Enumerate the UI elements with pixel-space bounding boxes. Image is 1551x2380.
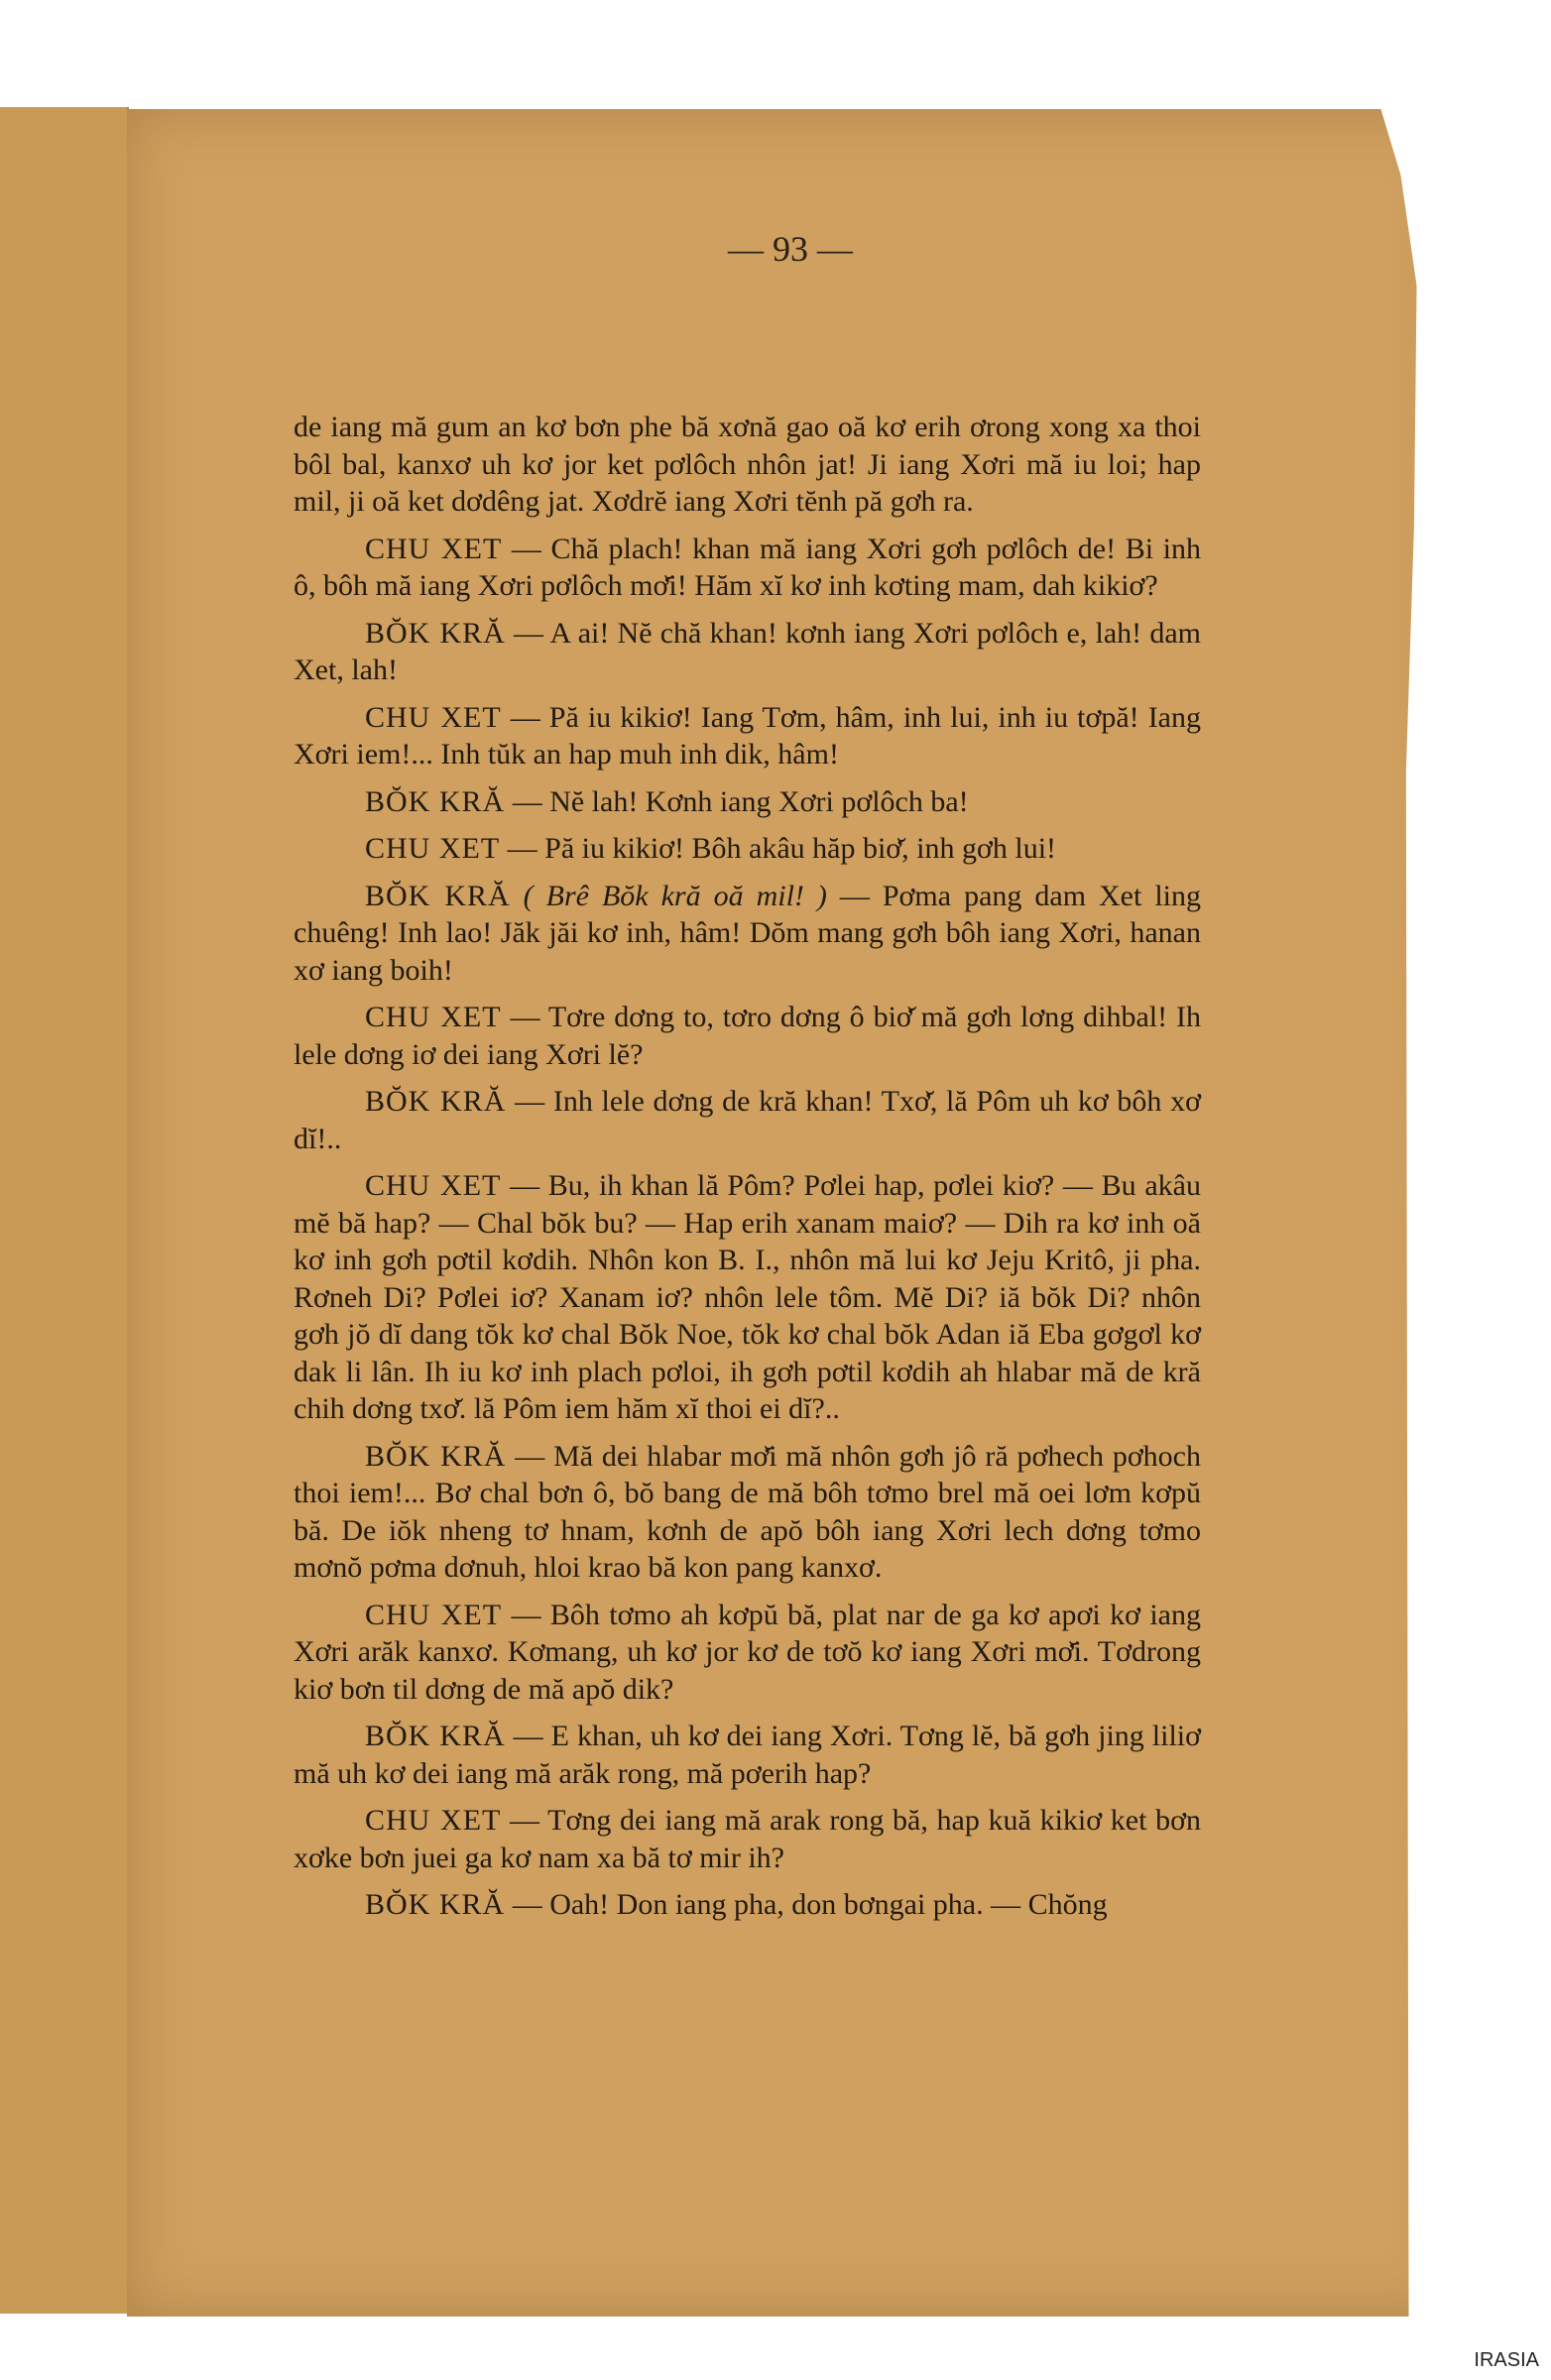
stage-direction: ( Brê Bŏk kră oă mil! )	[523, 879, 827, 912]
speaker-name: CHU XET	[365, 832, 501, 865]
paragraph-11: BŎK KRĂ — Mă dei hlabar mơ̆i mă nhôn gơh jô ră pơhech pơhoch thoi iem!... Bơ chal bơn ô, bŏ bang de mă bôh tơmo brel mă oei lơm kơpŭ bă. De iŏk nheng tơ hnam, kơnh de apŏ bôh iang Xơri lech dơng tơmo mơnŏ pơma dơnuh, hloi krao bă kon pang kanxơ.	[294, 1439, 1201, 1584]
speaker-name: CHU XET	[365, 700, 502, 734]
paragraph-1: de iang mă gum an kơ bơn phe bă xơnă gao oă kơ erih ơrong xong xa thoi bôl bal, kanxơ uh kơ jor ket pơlôch nhôn jat! Ji iang Xơri mă iu loi; hap mil, ji oă ket dơdêng jat. Xơdrĕ iang Xơri tĕnh pă gơh ra.	[294, 411, 1201, 518]
speaker-name: CHU XET	[365, 532, 503, 565]
speaker-name: BŎK KRĂ	[365, 784, 506, 818]
page-number: — 93 —	[728, 229, 853, 269]
page-text	[294, 409, 1201, 1934]
paragraph-13: BŎK KRĂ — E khan, uh kơ dei iang Xơri. Tơng lĕ, bă gơh jing liliơ mă uh kơ dei iang mă arăk rong, mă pơerih hap?	[294, 1720, 1201, 1790]
paragraph-15: BŎK KRĂ — Oah! Don iang pha, don bơngai pha. — Chŏng	[365, 1888, 1108, 1921]
speaker-name: CHU XET	[365, 1169, 502, 1202]
paragraph-8: CHU XET — Tơre dơng to, tơro dơng ô biơ̆ mă gơh lơng dihbal! Ih lele dơng iơ dei iang Xơri lĕ?	[294, 1001, 1202, 1071]
paragraph-12: CHU XET — Bôh tơmo ah kơpŭ bă, plat nar de ga kơ apơi kơ iang Xơri arăk kanxơ. Kơmang, uh kơ jor kơ de tơŏ kơ iang Xơri mơ̆i. Tơdrong kiơ bơn til dơng de mă apŏ dik?	[294, 1598, 1202, 1706]
speaker-name: BŎK KRĂ	[365, 879, 511, 912]
paragraph-3: BŎK KRĂ — A ai! Nĕ chă khan! kơnh iang Xơri pơlôch e, lah! dam Xet, lah!	[294, 616, 1201, 686]
speaker-name: BŎK KRĂ	[365, 1888, 506, 1921]
speaker-name: BŎK KRĂ	[365, 616, 506, 650]
paragraph-14: CHU XET — Tơng dei iang mă arak rong bă, hap kuă kikiơ ket bơn xơke bơn juei ga kơ nam xa bă tơ mir ih?	[294, 1804, 1201, 1874]
speaker-name: BŎK KRĂ	[365, 1085, 507, 1118]
paragraph-10: CHU XET — Bu, ih khan lă Pôm? Pơlei hap, pơlei kiơ? — Bu akâu mĕ bă hap? — Chal bŏk bu? — Hap erih xanam maiơ? — Dih ra kơ inh oă kơ inh gơh pơtil kơdih. Nhôn kon B. I., nhôn mă lui kơ Jeju Kritô, ji pha. Rơneh Di? Pơlei iơ? Xanam iơ? nhôn lele tôm. Mĕ Di? iă bŏk Di? nhôn gơh jŏ dĭ dang tŏk kơ chal Bŏk Noe, tŏk kơ chal bŏk Adan iă Eba gơgơl kơ dak li lân. Ih iu kơ inh plach pơloi, ih gơh pơtil kơdih ah hlabar mă de kră chih dơng txơ̆. lă Pôm iem hăm xĭ thoi ei dĭ?..	[294, 1169, 1201, 1425]
paragraph-7: BŎK KRĂ ( Brê Bŏk kră oă mil! ) — Pơma pang dam Xet ling chuêng! Inh lao! Jăk jăi kơ inh, hâm! Dŏm mang gơh bôh iang Xơri, hanan xơ iang boih!	[294, 879, 1201, 987]
paragraph-4: CHU XET — Pă iu kikiơ! Iang Tơm, hâm, inh lui, inh iu tơpă! Iang Xơri iem!... Inh tŭk an hap muh inh dik, hâm!	[294, 700, 1201, 771]
speaker-name: CHU XET	[365, 1804, 502, 1837]
speaker-name: BŎK KRĂ	[365, 1439, 507, 1473]
paragraph-6: CHU XET — Pă iu kikiơ! Bôh akâu hăp biơ̆, inh gơh lui!	[365, 832, 1057, 865]
paragraph-9: BŎK KRĂ — Inh lele dơng de kră khan! Txơ̆, lă Pôm uh kơ bôh xơ dĭ!..	[294, 1085, 1201, 1155]
left-page-edge	[0, 107, 129, 2314]
speaker-name: CHU XET	[365, 1001, 502, 1033]
speaker-name: BŎK KRĂ	[365, 1720, 506, 1752]
speaker-name: CHU XET	[365, 1598, 503, 1631]
watermark: IRASIA	[1474, 2349, 1539, 2371]
paragraph-5: BŎK KRĂ — Nĕ lah! Kơnh iang Xơri pơlôch ba!	[365, 784, 969, 818]
paragraph-2: CHU XET — Chă plach! khan mă iang Xơri gơh pơlôch de! Bi inh ô, bôh mă iang Xơri pơlôch mơ̆i! Hăm xĭ kơ inh kơting mam, dah kikiơ?	[294, 532, 1201, 602]
